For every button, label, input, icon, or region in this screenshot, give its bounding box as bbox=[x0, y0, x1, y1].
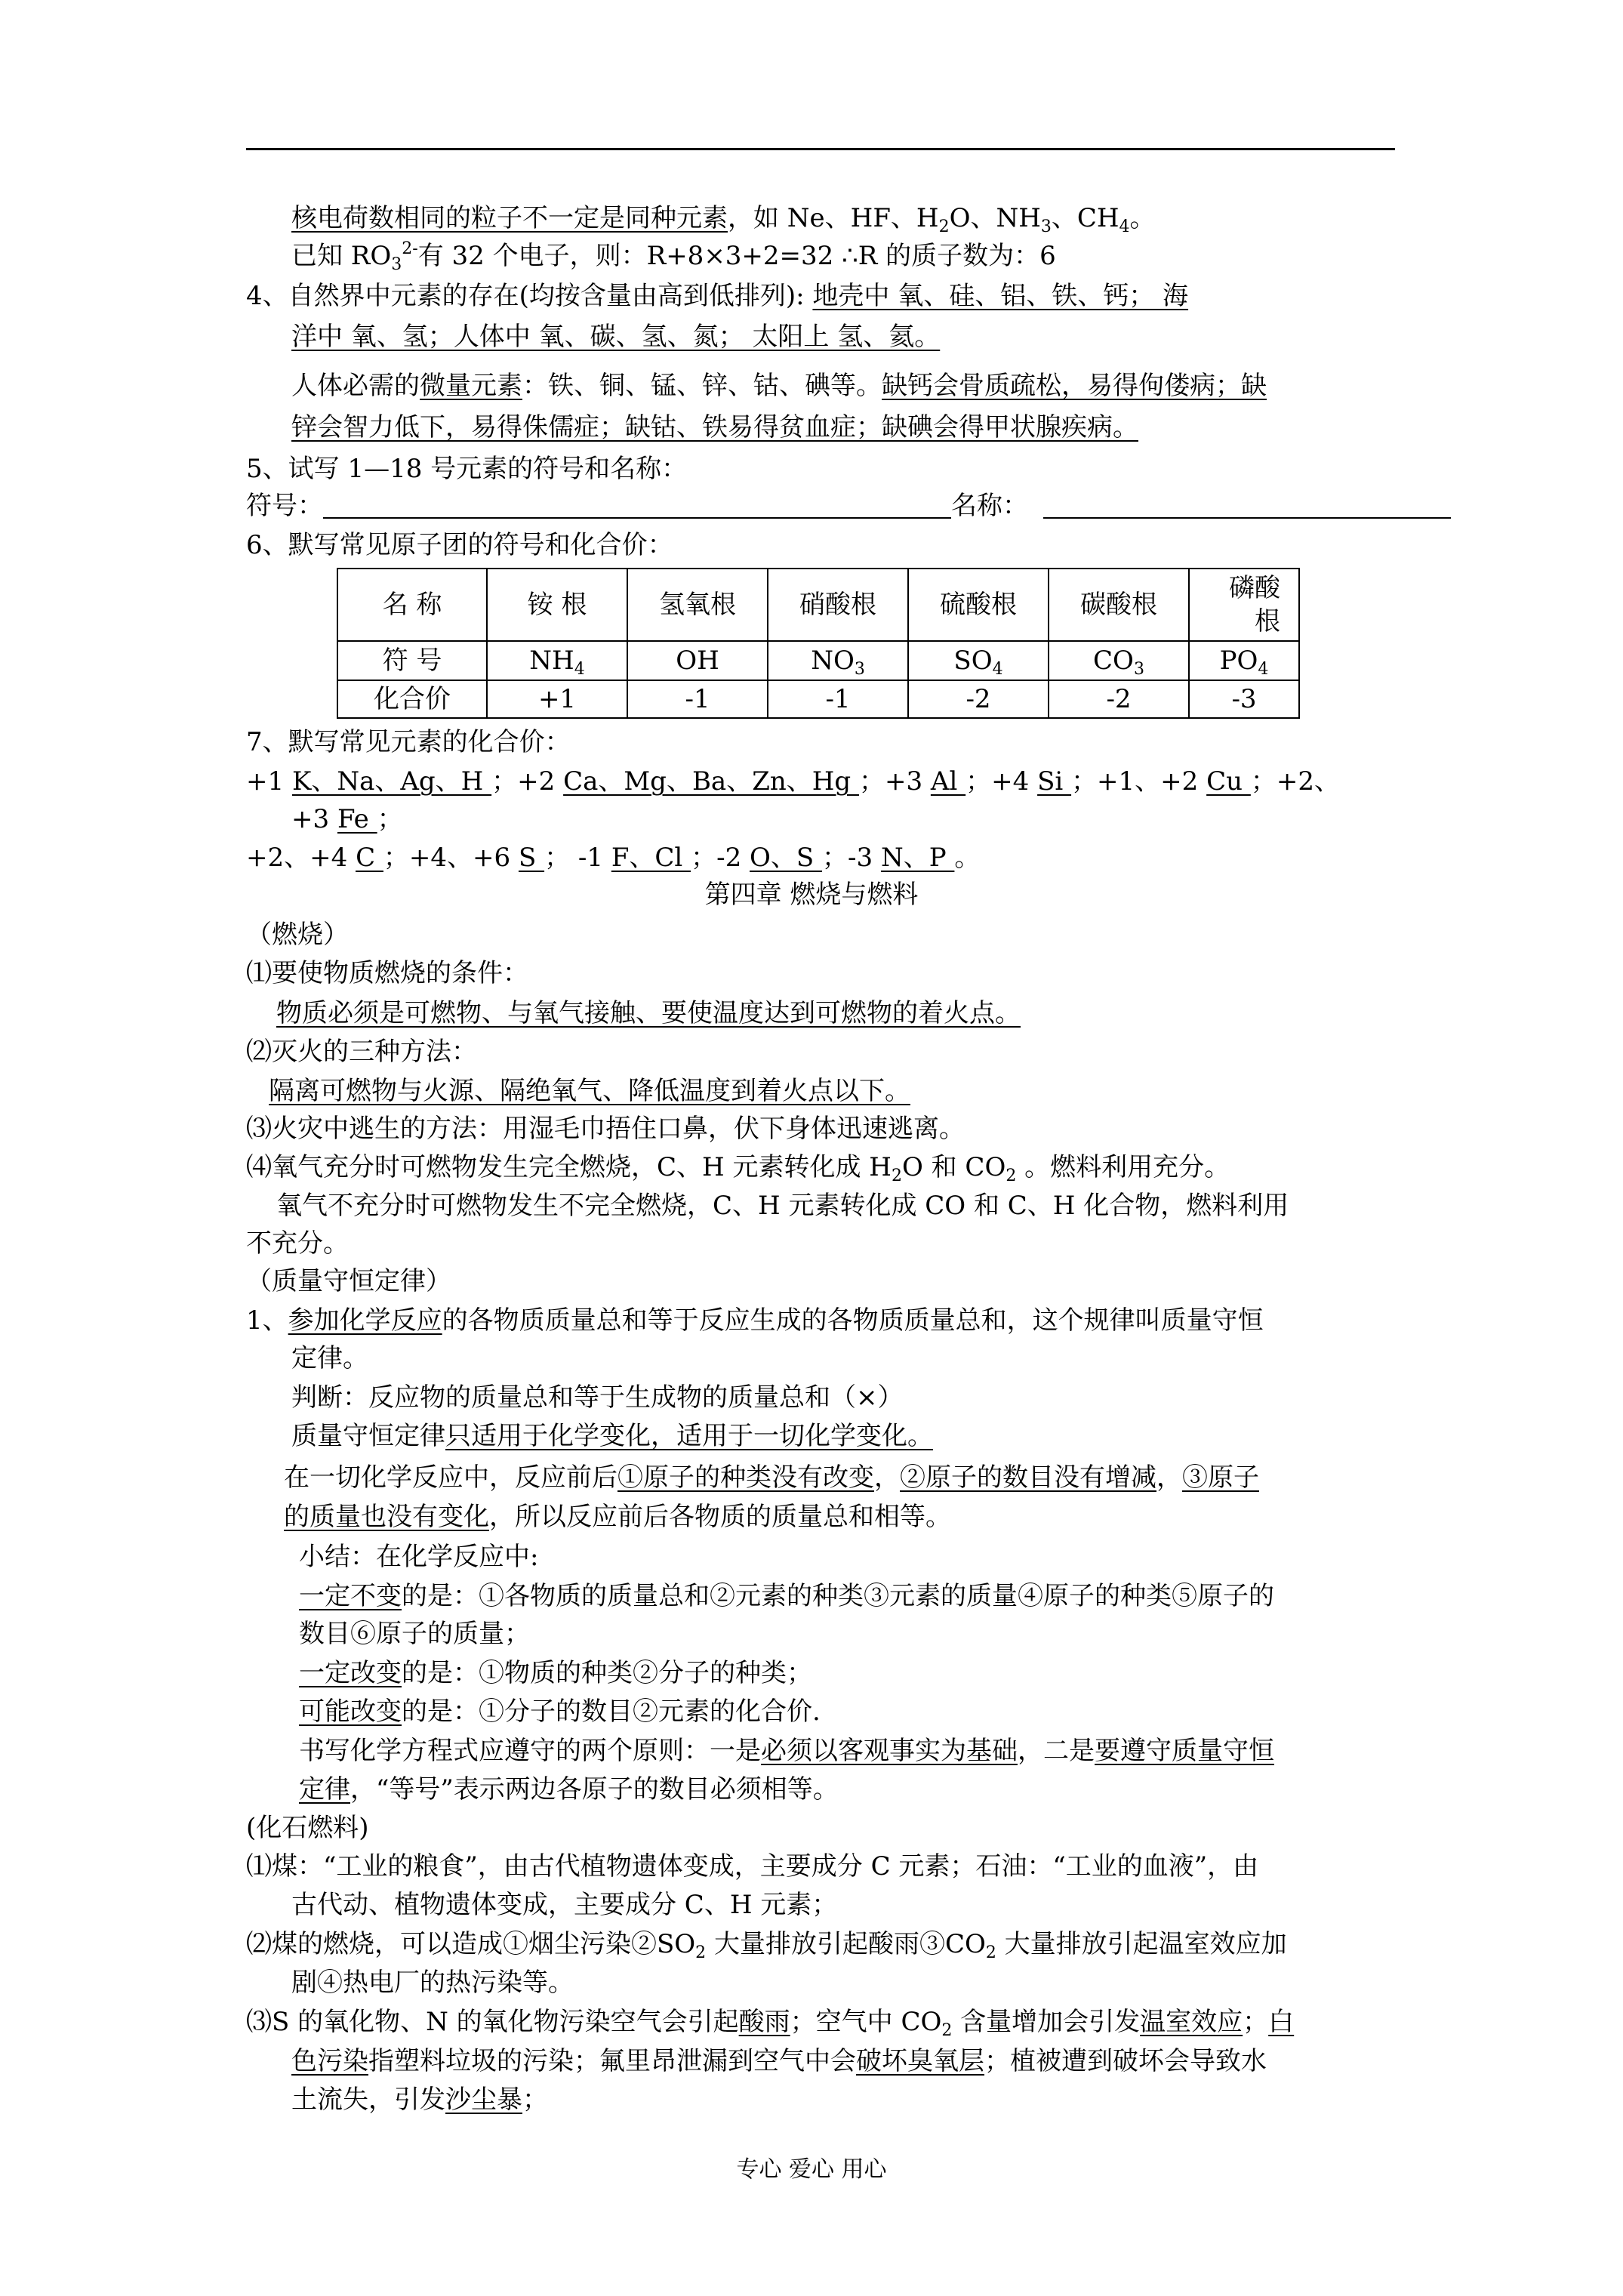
atom-group-table bbox=[337, 568, 1300, 719]
text-line: 色污染指塑料垃圾的污染；氟里昂泄漏到空气中会破坏臭氧层；植被遭到破坏会导致水 bbox=[291, 2046, 1267, 2076]
table-cell: $SO_4$ bbox=[908, 641, 1049, 680]
wrapped-header: 磷酸根 bbox=[1229, 573, 1280, 636]
text-line: 已知 $RO_3^{2-}$有 32 个电子，则：R+8×3+2=32 ∴R 的质子数为：6 bbox=[291, 239, 1056, 274]
table-cell: $NH_4$ bbox=[487, 641, 627, 680]
text-line: 在一切化学反应中，反应前后①原子的种类没有改变，②原子的数目没有增减，③原子 bbox=[284, 1462, 1259, 1493]
section-7-line: +3 Fe ； bbox=[291, 804, 403, 834]
table-cell: 碳酸根 bbox=[1049, 569, 1189, 641]
table-cell bbox=[1189, 569, 1299, 641]
page-footer: 专心 爱心 用心 bbox=[736, 2156, 887, 2183]
text-line: 数目⑥原子的质量； bbox=[299, 1619, 530, 1649]
text-line: 剧④热电厂的热污染等。 bbox=[291, 1968, 574, 1998]
table-row bbox=[337, 680, 1299, 718]
text-line: ⑶火灾中逃生的方法：用湿毛巾捂住口鼻，伏下身体迅速逃离。 bbox=[246, 1114, 965, 1144]
text-line: ⑴要使物质燃烧的条件： bbox=[246, 958, 528, 988]
text-line: 定律，“等号”表示两边各原子的数目必须相等。 bbox=[299, 1774, 839, 1804]
table-cell: -3 bbox=[1189, 680, 1299, 718]
section-5-title: 5、试写 1—18 号元素的符号和名称： bbox=[246, 454, 688, 484]
table-cell: OH bbox=[627, 641, 768, 680]
text-line: 的质量也没有变化，所以反应前后各物质的质量总和相等。 bbox=[284, 1502, 951, 1532]
table-cell: 硫酸根 bbox=[908, 569, 1049, 641]
table-cell: $NO_3$ bbox=[768, 641, 908, 680]
table-cell: -1 bbox=[627, 680, 768, 718]
table-cell: -1 bbox=[768, 680, 908, 718]
section-7-title: 7、默写常见元素的化合价： bbox=[246, 727, 571, 757]
text-line: ⑶S 的氧化物、N 的氧化物污染空气会引起酸雨；空气中 $CO_2$ 含量增加会引发温室效应；白 bbox=[246, 2007, 1295, 2040]
chapter-title: 第四章 燃烧与燃料 bbox=[704, 880, 919, 910]
text-line: 隔离可燃物与火源、隔绝氧气、降低温度到着火点以下。 bbox=[269, 1076, 910, 1106]
name-blank[interactable] bbox=[1043, 495, 1451, 519]
text-line: 判断：反应物的质量总和等于生成物的质量总和（×） bbox=[291, 1382, 904, 1413]
text-line: 1、参加化学反应的各物质质量总和等于反应生成的各物质质量总和，这个规律叫质量守恒 bbox=[246, 1305, 1264, 1336]
text-line: 定律。 bbox=[291, 1343, 368, 1373]
table-cell: +1 bbox=[487, 680, 627, 718]
section-7-line: +2、+4 C ；+4、+6 S ； -1 F、Cl ；-2 O、S ；-3 N、P 。 bbox=[246, 843, 981, 873]
table-cell: -2 bbox=[908, 680, 1049, 718]
section-5-fill-line: 符号： 名称： bbox=[246, 487, 1451, 525]
table-cell: 名 称 bbox=[337, 569, 487, 641]
table-cell: 氢氧根 bbox=[627, 569, 768, 641]
table-cell: $CO_3$ bbox=[1049, 641, 1189, 680]
text-line: 不充分。 bbox=[246, 1228, 349, 1259]
text-line: ⑵煤的燃烧，可以造成①烟尘污染$②SO_2$ 大量排放引起酸雨$③CO_2$ 大量排放引起温室效应加 bbox=[246, 1929, 1287, 1962]
text-line: ⑴煤：“工业的粮食”，由古代植物遗体变成，主要成分 C 元素；石油：“工业的血液”，由 bbox=[246, 1851, 1259, 1881]
section-4-line: 人体必需的微量元素：铁、铜、锰、锌、钴、碘等。缺钙会骨质疏松，易得佝偻病；缺 bbox=[291, 371, 1267, 401]
text-line: 物质必须是可燃物、与氧气接触、要使温度达到可燃物的着火点。 bbox=[276, 998, 1021, 1028]
text-line: 氧气不充分时可燃物发生不完全燃烧，C、H 元素转化成 CO 和 C、H 化合物，燃料利用 bbox=[276, 1191, 1289, 1221]
text-line: 古代动、植物遗体变成，主要成分 C、H 元素； bbox=[291, 1890, 838, 1920]
text-line: 可能改变的是：①分子的数目②元素的化合价. bbox=[299, 1697, 821, 1727]
table-cell: 硝酸根 bbox=[768, 569, 908, 641]
table-cell: $PO_4$ bbox=[1189, 641, 1299, 680]
text-line: 书写化学方程式应遵守的两个原则：一是必须以客观事实为基础，二是要遵守质量守恒 bbox=[299, 1736, 1274, 1766]
symbol-blank[interactable] bbox=[323, 495, 951, 519]
text-line: 核电荷数相同的粒子不一定是同种元素，如 Ne、HF、$H_2O$、$NH_3$、$CH_4$。 bbox=[291, 203, 1156, 236]
text-line: ⑵灭火的三种方法： bbox=[246, 1037, 477, 1067]
table-cell: 化合价 bbox=[337, 680, 487, 718]
table-row bbox=[337, 641, 1299, 680]
table-cell: -2 bbox=[1049, 680, 1189, 718]
text-line: 质量守恒定律只适用于化学变化，适用于一切化学变化。 bbox=[291, 1421, 933, 1451]
section-6-title: 6、默写常见原子团的符号和化合价： bbox=[246, 530, 673, 560]
section-4-line: 洋中 氧、氢；人体中 氧、碳、氢、氮； 太阳上 氢、氦。 bbox=[291, 322, 941, 352]
section-4-line: 4、自然界中元素的存在(均按含量由高到低排列): 地壳中 氧、硅、铝、铁、钙； 海 bbox=[246, 281, 1189, 311]
text-line: 土流失，引发沙尘暴； bbox=[291, 2085, 548, 2115]
table-header-row bbox=[337, 569, 1299, 641]
table-cell: 铵 根 bbox=[487, 569, 627, 641]
section-7-line: +1 K、Na、Ag、H ；+2 Ca、Mg、Ba、Zn、Hg ；+3 Al ；+4 Si ；+1、+2 Cu ；+2、 bbox=[246, 766, 1340, 797]
text-line: 小结：在化学反应中: bbox=[299, 1542, 539, 1572]
subsection-head: (化石燃料) bbox=[246, 1813, 369, 1843]
text-line: 一定不变的是：①各物质的质量总和②元素的种类③元素的质量④原子的种类⑤原子的 bbox=[299, 1581, 1274, 1611]
section-4-line: 锌会智力低下，易得侏儒症；缺钴、铁易得贫血症；缺碘会得甲状腺疾病。 bbox=[291, 412, 1138, 442]
text-line: ⑷氧气充分时可燃物发生完全燃烧，C、H 元素转化成 $H_2O$ 和 $CO_2$ 。燃料利用充分。 bbox=[246, 1152, 1230, 1185]
subsection-head: （燃烧） bbox=[246, 920, 349, 950]
text-line: 一定改变的是：①物质的种类②分子的种类； bbox=[299, 1658, 812, 1688]
table-cell: 符 号 bbox=[337, 641, 487, 680]
header-rule bbox=[246, 148, 1395, 150]
subsection-head: （质量守恒定律） bbox=[246, 1266, 451, 1296]
